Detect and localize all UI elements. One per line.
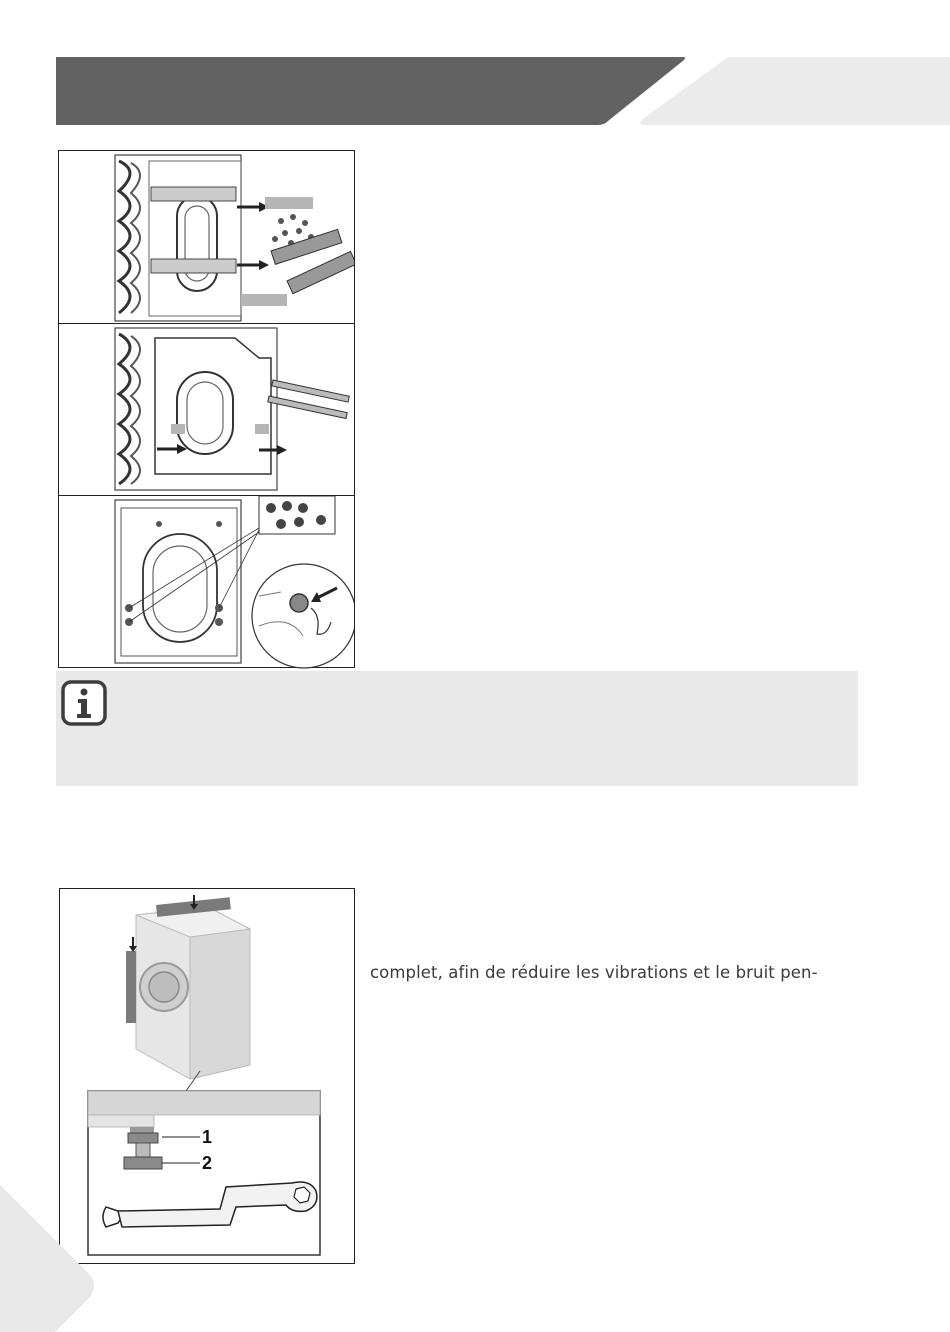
remove-spacers-illustration [59, 324, 354, 496]
insert-caps-illustration [59, 496, 354, 669]
panel-remove-spacers [59, 324, 354, 496]
info-icon [60, 679, 108, 727]
label-box [171, 424, 185, 434]
label-box [255, 424, 269, 434]
leveling-figure [59, 888, 355, 1264]
header-bar [0, 0, 950, 130]
header-tab-light [640, 57, 950, 125]
label-box [265, 197, 313, 209]
panel-insert-caps [59, 496, 354, 669]
transport-bolts-figure [58, 150, 355, 668]
label-box [241, 294, 287, 306]
panel-remove-brackets [59, 151, 354, 324]
callout-2: 2 [202, 1153, 213, 1173]
callout-1: 1 [202, 1127, 213, 1147]
corner-decoration [0, 1185, 100, 1332]
info-note-box [56, 671, 858, 786]
leveling-illustration [60, 889, 356, 1265]
remove-brackets-illustration [59, 151, 354, 324]
header-bar-dark [56, 57, 685, 125]
leveling-paragraph: complet, afin de réduire les vibrations et le bruit pen- [370, 963, 818, 982]
